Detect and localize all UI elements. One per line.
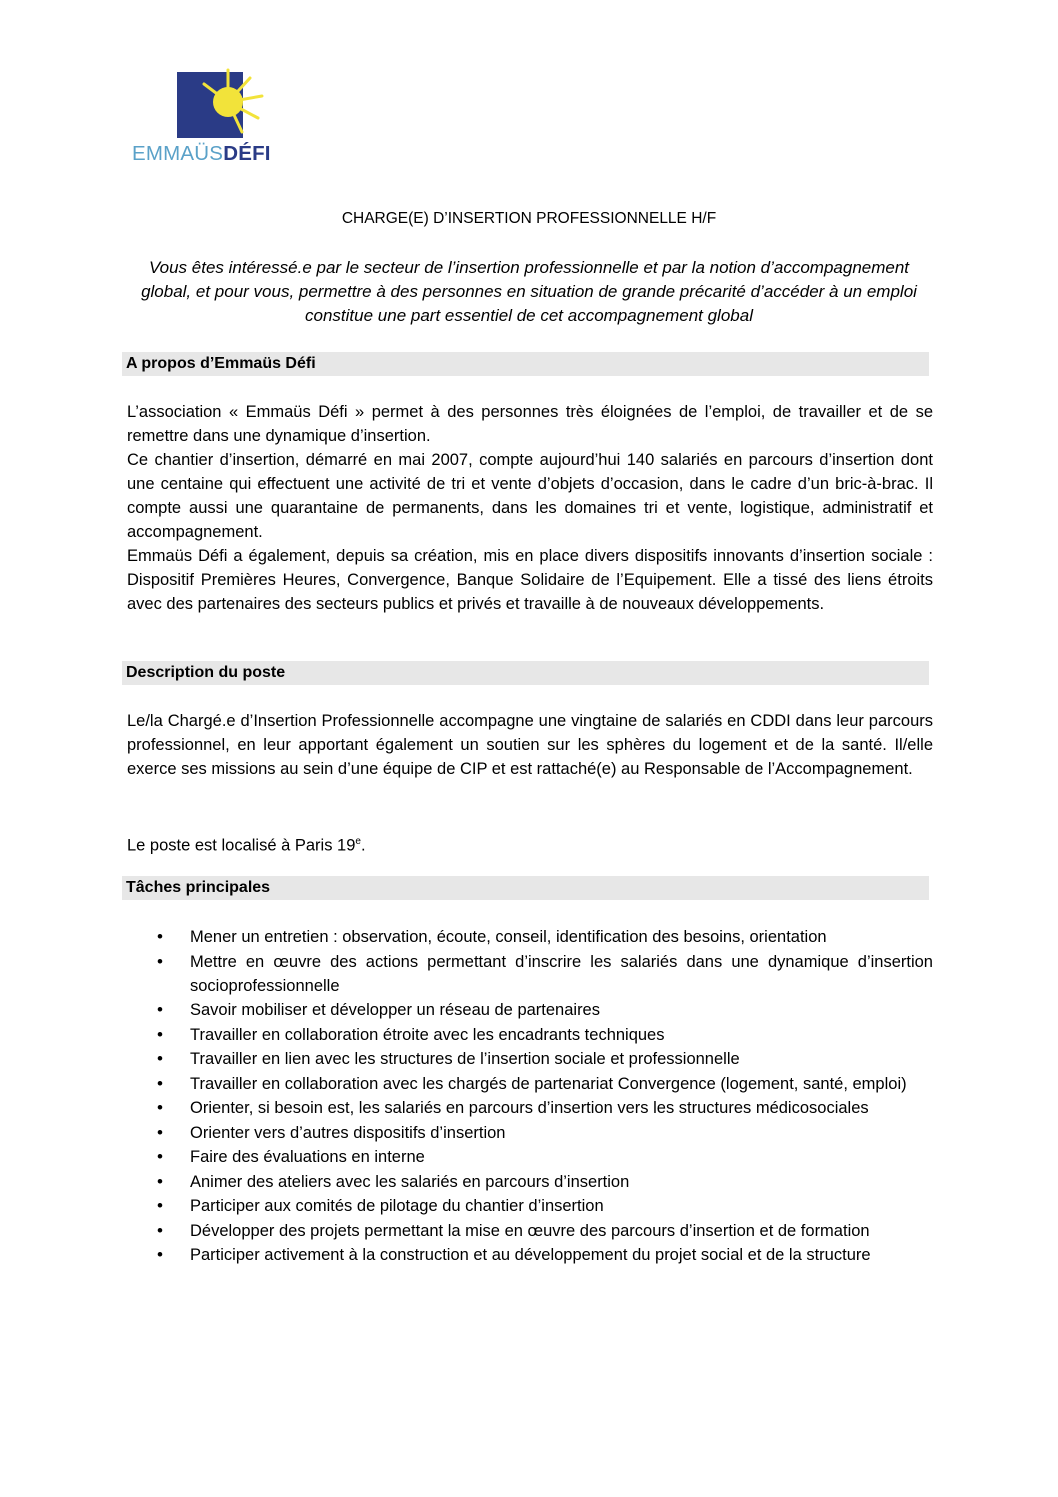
about-paragraph: L’association « Emmaüs Défi » permet à des personnes très éloignées de l’emploi, de travailler et de se remettre dans une dynamique d’insertion. — [127, 403, 933, 445]
emmaus-defi-logo — [130, 62, 290, 172]
logo-wordmark: EMMAÜSDÉFI — [132, 142, 271, 165]
description-paragraph: Le/la Chargé.e d’Insertion Professionnelle accompagne une vingtaine de salariés en CDDI dans leur parcours professionnel, en leur apportant également un soutien sur les sphères du logement et de la santé. Il/elle exerce ses missions au sein d’une équipe de CIP et est rattaché(e) au Responsable de l’Accompagnement. — [127, 712, 933, 778]
section-header-about — [122, 352, 929, 376]
list-item: • Mener un entretien : observation, écoute, conseil, identification des besoins, orientation — [127, 925, 933, 949]
section-heading: Tâches principales — [126, 879, 271, 896]
list-item: • Faire des évaluations en interne — [127, 1145, 933, 1169]
list-item: • Travailler en collaboration étroite avec les encadrants techniques — [127, 1023, 933, 1047]
section-header-description — [122, 661, 929, 685]
section-heading: A propos d’Emmaüs Défi — [126, 355, 316, 372]
location-line — [127, 830, 933, 858]
section-header-tasks — [122, 876, 929, 900]
about-paragraph: Ce chantier d’insertion, démarré en mai 2007, compte aujourd’hui 140 salariés en parcours d’insertion dont une centaine qui effectuent une activité de tri et vente d’objets d’occasion, dans le cadre d’un bric-à-brac. Il compte aussi une quarantaine de permanents, dans les domaines tri et vente, logistique, administratif et accompagnement. — [127, 451, 933, 541]
list-item: • Mettre en œuvre des actions permettant d’inscrire les salariés dans une dynamique d’insertion socioprofessionnelle — [127, 950, 933, 998]
list-item: • Participer activement à la construction et au développement du projet social et de la structure — [127, 1243, 933, 1267]
section-heading: Description du poste — [126, 664, 286, 681]
list-item: • Travailler en lien avec les structures de l’insertion sociale et professionnelle — [127, 1047, 933, 1071]
about-body — [127, 400, 933, 616]
location-end: . — [360, 836, 366, 855]
job-title: CHARGE(E) D’INSERTION PROFESSIONNELLE H/F — [341, 210, 717, 227]
intro-text: Vous êtes intéressé.e par le secteur de l’insertion professionnelle et par la notion d’accompagnement global, et pour vous, permettre à des personnes en situation de grande précarité d’accéder à un emploi constitue une part essentiel de cet accompagnement global — [141, 258, 917, 325]
location-text: Le poste est localisé à Paris 19 — [127, 836, 356, 855]
list-item: • Savoir mobiliser et développer un réseau de partenaires — [127, 998, 933, 1022]
description-body — [127, 709, 933, 781]
list-item: • Participer aux comités de pilotage du chantier d’insertion — [127, 1194, 933, 1218]
sun-icon — [130, 62, 290, 142]
about-paragraph: Emmaüs Défi a également, depuis sa création, mis en place divers dispositifs innovants d’insertion sociale : Dispositif Premières Heures, Convergence, Banque Solidaire de l’Equipement. Elle a tissé des liens étroits avec des partenaires des secteurs publics et privés et travaille à de nouveaux développements. — [127, 547, 933, 613]
list-item: • Orienter vers d’autres dispositifs d’insertion — [127, 1121, 933, 1145]
list-item: • Développer des projets permettant la mise en œuvre des parcours d’insertion et de formation — [127, 1219, 933, 1243]
location-superscript: e — [355, 836, 361, 847]
tasks-list — [127, 925, 933, 1268]
list-item: • Animer des ateliers avec les salariés en parcours d’insertion — [127, 1170, 933, 1194]
list-item: • Travailler en collaboration avec les chargés de partenariat Convergence (logement, santé, emploi) — [127, 1072, 933, 1096]
list-item: • Orienter, si besoin est, les salariés en parcours d’insertion vers les structures médicosociales — [127, 1096, 933, 1120]
